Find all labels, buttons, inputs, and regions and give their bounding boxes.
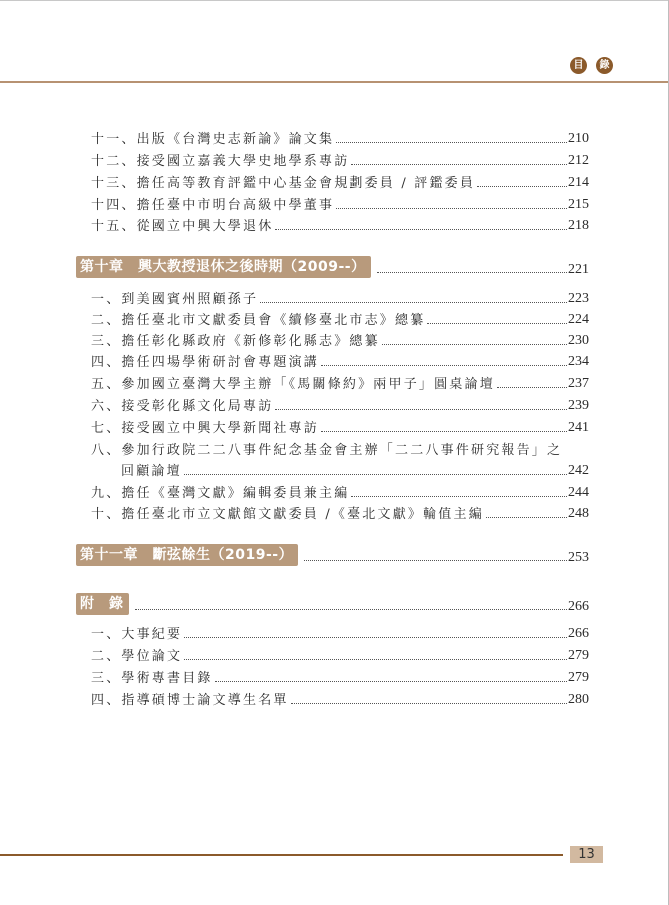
toc-entry-page: 214 <box>568 175 589 190</box>
header-rule <box>0 81 668 83</box>
dot-leader <box>215 680 567 682</box>
dot-leader <box>336 207 567 209</box>
toc-entry-page: 223 <box>568 291 589 306</box>
toc-entry-page: 241 <box>568 420 589 435</box>
toc-entry-title: 八、參加行政院二二八事件紀念基金會主辦「二二八事件研究報告」之 <box>91 443 563 458</box>
toc-entry[interactable] <box>91 688 589 708</box>
toc-entry-page: 218 <box>568 218 589 233</box>
toc-entry-title: 六、接受彰化縣文化局專訪 <box>91 399 274 414</box>
dot-leader <box>497 386 567 388</box>
toc-entry-title: 十五、從國立中興大學退休 <box>91 219 274 234</box>
toc-entry-page: 230 <box>568 333 589 348</box>
toc-entry-title: 三、擔任彰化縣政府《新修彰化縣志》總纂 <box>91 334 380 349</box>
toc-entry-page: 234 <box>568 354 589 369</box>
toc-entry-page: 266 <box>568 626 589 641</box>
toc-entry[interactable] <box>91 502 589 522</box>
toc-entry-page: 280 <box>568 692 589 707</box>
toc-entry-page: 210 <box>568 131 589 146</box>
toc-entry[interactable] <box>91 416 589 436</box>
toc-entry-multiline-cont[interactable] <box>121 459 589 479</box>
toc-entry-title: 七、接受國立中興大學新聞社專訪 <box>91 421 320 436</box>
dot-leader <box>351 163 567 165</box>
header-section-title <box>570 57 613 74</box>
page-number: 13 <box>570 846 603 863</box>
toc-entry[interactable] <box>91 481 589 501</box>
footer-rule <box>0 854 563 856</box>
toc-entry-title: 九、擔任《臺灣文獻》編輯委員兼主編 <box>91 486 350 501</box>
dot-leader <box>377 271 567 273</box>
toc-entry-title: 十三、擔任高等教育評鑑中心基金會規劃委員 / 評鑑委員 <box>91 176 476 191</box>
toc-entry-title: 三、學術專書目錄 <box>91 671 213 686</box>
toc-entry-page: 239 <box>568 398 589 413</box>
dot-leader <box>336 141 567 143</box>
appendix-page: 266 <box>568 599 589 614</box>
toc-entry[interactable] <box>91 171 589 191</box>
header-badge-lu: 錄 <box>596 57 613 74</box>
toc-entry-page: 248 <box>568 506 589 521</box>
toc-entry-page: 212 <box>568 153 589 168</box>
dot-leader <box>486 516 567 518</box>
dot-leader <box>321 364 567 366</box>
toc-entry-title: 一、大事紀要 <box>91 627 183 642</box>
dot-leader <box>321 430 567 432</box>
dot-leader <box>135 608 568 610</box>
toc-entry-title: 四、指導碩博士論文導生名單 <box>91 693 289 708</box>
dot-leader <box>275 408 567 410</box>
chapter-page: 253 <box>568 550 589 565</box>
toc-entry[interactable] <box>91 149 589 169</box>
chapter-heading-10[interactable] <box>76 256 589 278</box>
toc-entry[interactable] <box>91 308 589 328</box>
appendix-label: 附 錄 <box>76 593 129 615</box>
chapter-label: 第十一章 斷弦餘生（2019--） <box>76 544 298 566</box>
header-badge-mu: 目 <box>570 57 587 74</box>
dot-leader <box>382 343 567 345</box>
dot-leader <box>427 322 567 324</box>
toc-entry-page: 279 <box>568 648 589 663</box>
toc-entry-page: 215 <box>568 197 589 212</box>
chapter-heading-11[interactable] <box>76 544 589 566</box>
toc-entry[interactable] <box>91 127 589 147</box>
appendix-heading[interactable] <box>76 593 589 615</box>
page-top-edge <box>0 0 669 1</box>
dot-leader <box>477 185 567 187</box>
toc-entry-title-cont: 回顧論壇 <box>121 464 182 479</box>
dot-leader <box>184 473 567 475</box>
toc-entry[interactable] <box>91 644 589 664</box>
toc-entry-title: 四、擔任四場學術研討會專題演講 <box>91 355 320 370</box>
dot-leader <box>184 636 567 638</box>
toc-entry[interactable] <box>91 666 589 686</box>
toc-entry[interactable] <box>91 394 589 414</box>
toc-entry-title: 一、到美國賓州照顧孫子 <box>91 292 259 307</box>
toc-entry[interactable] <box>91 350 589 370</box>
toc-entry[interactable] <box>91 287 589 307</box>
dot-leader <box>275 228 567 230</box>
dot-leader <box>291 702 567 704</box>
toc-entry-title: 十四、擔任臺中市明台高級中學董事 <box>91 198 335 213</box>
toc-entry-page: 224 <box>568 312 589 327</box>
toc-entry[interactable] <box>91 214 589 234</box>
toc-entry-title: 五、參加國立臺灣大學主辦「《馬關條約》兩甲子」圓桌論壇 <box>91 377 495 392</box>
toc-entry[interactable] <box>91 622 589 642</box>
toc-entry-multiline-first[interactable] <box>91 438 589 458</box>
toc-entry-page: 244 <box>568 485 589 500</box>
toc-entry-page: 279 <box>568 670 589 685</box>
toc-entry-page: 237 <box>568 376 589 391</box>
chapter-page: 221 <box>568 262 589 277</box>
toc-entry-page: 242 <box>568 463 589 478</box>
toc-entry-title: 十一、出版《台灣史志新論》論文集 <box>91 132 335 147</box>
toc-entry-title: 十、擔任臺北市立文獻館文獻委員 /《臺北文獻》輪值主編 <box>91 507 484 522</box>
dot-leader <box>260 301 567 303</box>
dot-leader <box>304 559 567 561</box>
dot-leader <box>184 658 567 660</box>
dot-leader <box>351 495 567 497</box>
toc-entry-title: 二、擔任臺北市文獻委員會《續修臺北市志》總纂 <box>91 313 426 328</box>
chapter-label: 第十章 興大教授退休之後時期（2009--） <box>76 256 371 278</box>
toc-entry[interactable] <box>91 193 589 213</box>
toc-entry-title: 二、學位論文 <box>91 649 183 664</box>
toc-entry[interactable] <box>91 372 589 392</box>
toc-entry-title: 十二、接受國立嘉義大學史地學系專訪 <box>91 154 350 169</box>
toc-entry[interactable] <box>91 329 589 349</box>
